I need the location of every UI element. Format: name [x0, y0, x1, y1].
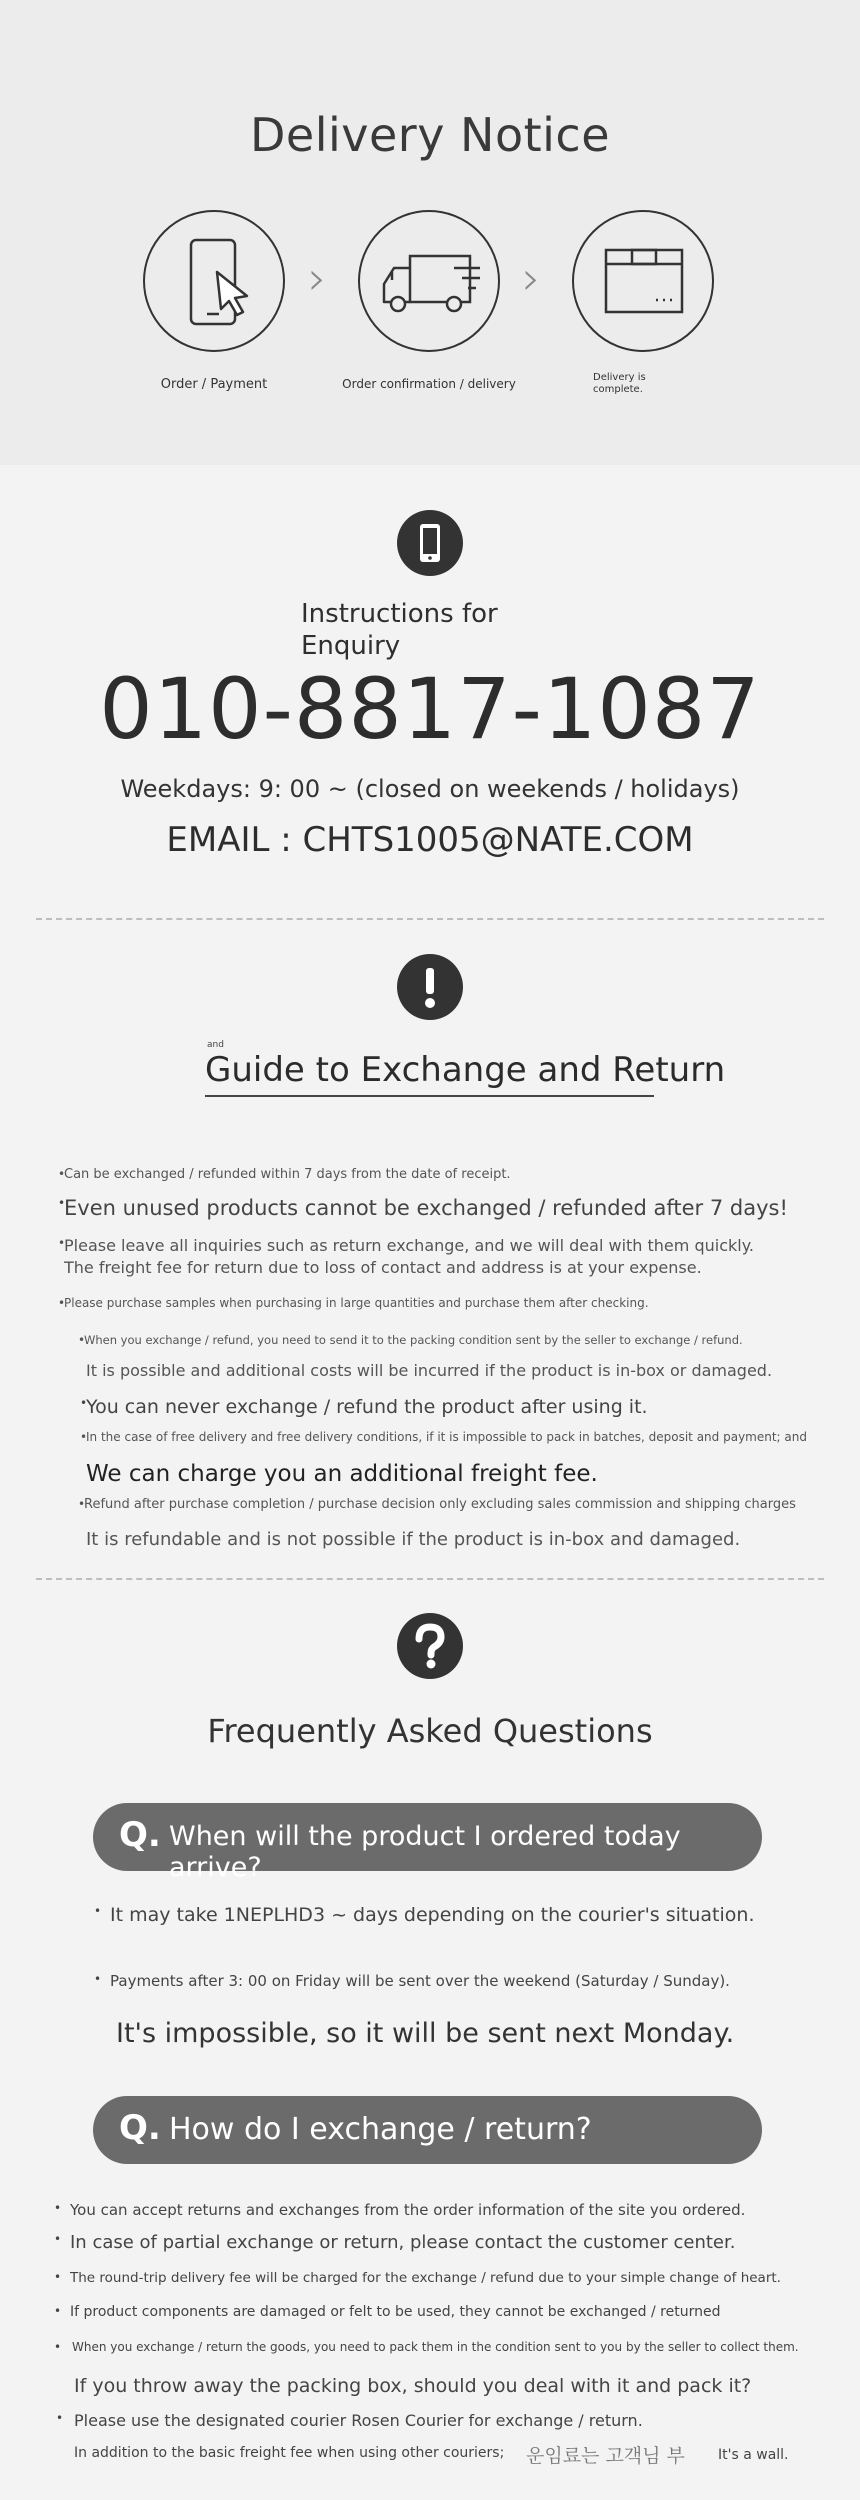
faq-answer-2-10: It's a wall.	[718, 2447, 789, 2463]
faq-answer-2-2: • In case of partial exchange or return, please contact the customer center.	[54, 2232, 736, 2253]
truck-icon	[358, 210, 500, 352]
faq-answer-2-8: In addition to the basic freight fee when using other couriers;	[74, 2445, 505, 2461]
faq-answer-1-3: It's impossible, so it will be sent next Monday.	[116, 2018, 735, 2049]
faq-answer-2-1: • You can accept returns and exchanges from the order information of the site you ordered.	[54, 2201, 746, 2219]
step-label-delivery-complete	[593, 372, 646, 396]
guide-line-9: • In the case of free delivery and free delivery conditions, if it is impossible to pack in batches, deposit and payment; and	[80, 1430, 807, 1444]
enquiry-label-line2: Enquiry	[301, 631, 401, 661]
step-label-order-payment: Order / Payment	[160, 377, 268, 392]
step-arrow-1: ›	[308, 251, 327, 305]
faq-question-1-text: When will the product I ordered today arrive?	[169, 1821, 681, 1883]
step-label-confirmation-delivery: Order confirmation / delivery	[342, 377, 516, 391]
email-address[interactable]: EMAIL : CHTS1005@NATE.COM	[166, 820, 694, 860]
delivery-notice-title: Delivery Notice	[249, 108, 611, 162]
faq-question-1[interactable]	[93, 1803, 762, 1883]
faq-q-mark: Q.	[119, 2108, 161, 2148]
business-hours: Weekdays: 9: 00 ~ (closed on weekends / holidays)	[120, 775, 740, 803]
step-arrow-2: ›	[522, 251, 541, 305]
step-confirmation-delivery	[358, 210, 500, 352]
faq-answer-2-6: If you throw away the packing box, should you deal with it and pack it?	[74, 2375, 752, 2397]
faq-question-2[interactable]	[93, 2096, 762, 2164]
step-order-payment	[143, 210, 285, 352]
guide-line-8: • You can never exchange / refund the product after using it.	[80, 1396, 648, 1418]
faq-answer-2-4: • If product components are damaged or felt to be used, they cannot be exchanged / returned	[54, 2304, 721, 2320]
enquiry-label-line1: Instructions for	[301, 599, 498, 629]
step-label-line1: Delivery is	[593, 372, 646, 383]
guide-line-2: • Even unused products cannot be exchanged / refunded after 7 days!	[58, 1196, 788, 1220]
faq-answer-1-2: • Payments after 3: 00 on Friday will be sent over the weekend (Saturday / Sunday).	[94, 1972, 730, 1990]
guide-line-4: The freight fee for return due to loss of contact and address is at your expense.	[64, 1258, 702, 1277]
faq-q-mark: Q.	[119, 1815, 161, 1855]
smartphone-icon	[397, 510, 463, 576]
guide-line-3: • Please leave all inquiries such as return exchange, and we will deal with them quickly.	[58, 1236, 754, 1255]
faq-question-2-text: How do I exchange / return?	[169, 2112, 592, 2147]
question-icon	[397, 1613, 463, 1679]
step-delivery-complete	[572, 210, 714, 352]
guide-line-6: • When you exchange / refund, you need to send it to the packing condition sent by the seller to exchange / refund.	[78, 1333, 743, 1347]
faq-answer-2-3: • The round-trip delivery fee will be charged for the exchange / refund due to your simple change of heart.	[54, 2270, 781, 2286]
step-label-line2: complete.	[593, 384, 643, 395]
guide-title: Guide to Exchange and Return	[205, 1050, 726, 1090]
guide-line-10: We can charge you an additional freight fee.	[86, 1461, 598, 1487]
faq-answer-2-7: • Please use the designated courier Rosen Courier for exchange / return.	[56, 2411, 643, 2430]
faq-title: Frequently Asked Questions	[207, 1712, 653, 1750]
faq-answer-2-5: • When you exchange / return the goods, you need to pack them in the condition sent to you by the seller to collect them.	[54, 2340, 799, 2354]
faq-answer-1-1: • It may take 1NEPLHD3 ~ days depending on the courier's situation.	[94, 1904, 755, 1926]
exclamation-icon	[397, 954, 463, 1020]
enquiry-label	[301, 598, 498, 662]
box-icon	[572, 210, 714, 352]
section-divider-2	[36, 1578, 824, 1580]
phone-number[interactable]: 010-8817-1087	[99, 660, 761, 758]
guide-line-1: • Can be exchanged / refunded within 7 days from the date of receipt.	[58, 1167, 511, 1182]
faq-answer-2-9: 운임료는 고객님 부	[526, 2445, 685, 2467]
section-divider-1	[36, 918, 824, 920]
guide-line-11: • Refund after purchase completion / purchase decision only excluding sales commission and shipping charges	[78, 1497, 796, 1512]
phone-tap-icon	[143, 210, 285, 352]
guide-title-underline	[205, 1095, 654, 1097]
guide-line-7: It is possible and additional costs will be incurred if the product is in-box or damaged.	[86, 1361, 773, 1380]
guide-small-label: and	[207, 1040, 224, 1050]
guide-line-5: • Please purchase samples when purchasing in large quantities and purchase them after checking.	[58, 1296, 649, 1310]
guide-line-12: It is refundable and is not possible if the product is in-box and damaged.	[86, 1529, 741, 1550]
